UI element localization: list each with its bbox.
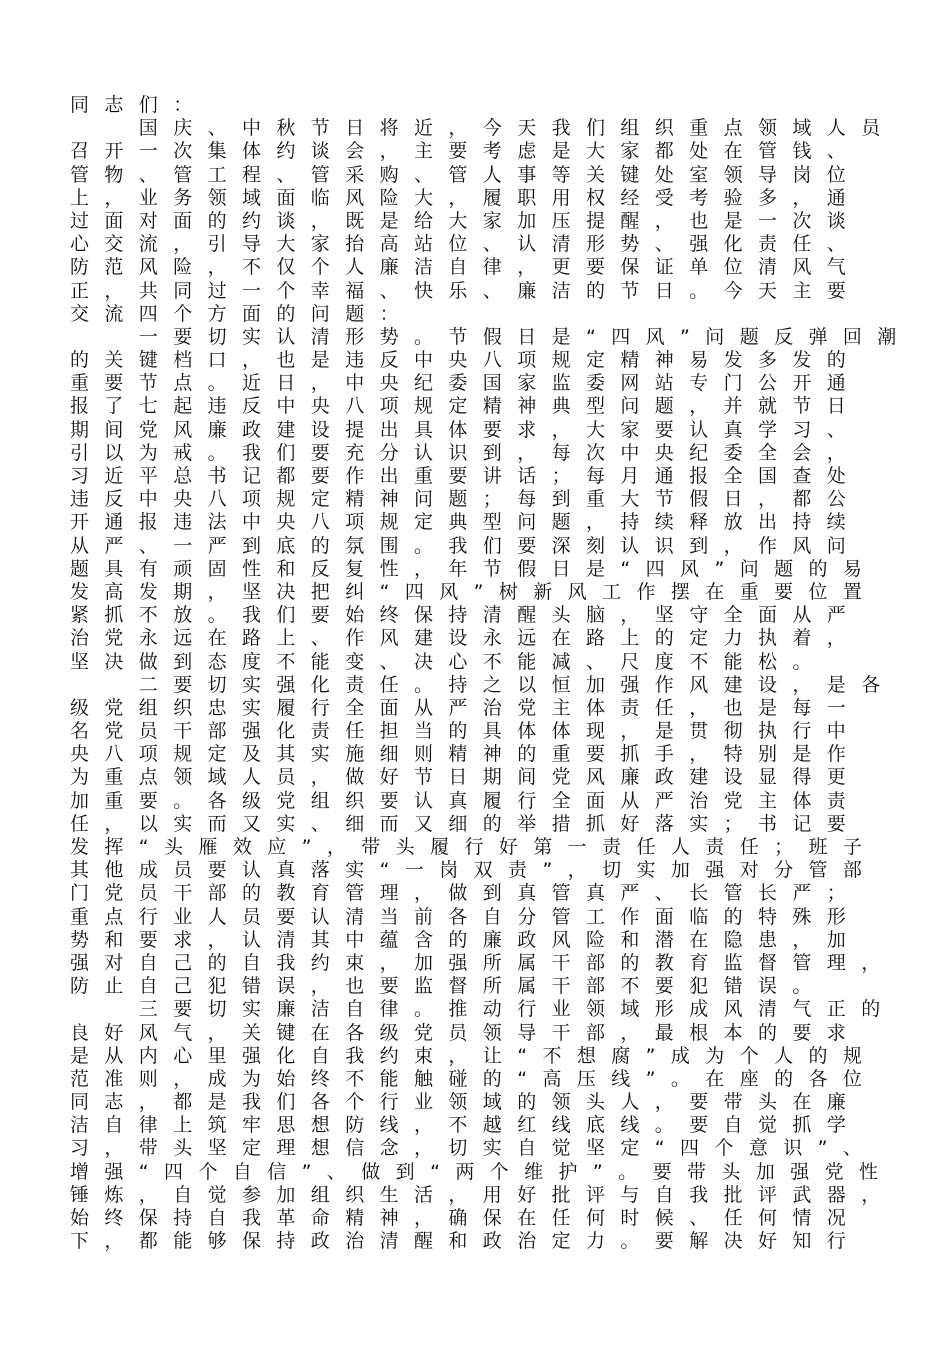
text-line: 召开一次集体约谈会，主要考虑是大家都处在管钱、 <box>70 140 862 163</box>
document-body <box>70 94 912 1253</box>
text-line: 其他成员要认真落实“一岗双责”，切实加强对分管部 <box>70 859 878 882</box>
text-line: 国庆、中秋节日将近，今天我们组织重点领域人员 <box>70 117 896 140</box>
text-line: 重要节点。近日，中央纪委国家监委网站专门公开通 <box>70 372 862 395</box>
text-line: 强对自己的自我约束，加强所属干部的教育监督管理， <box>70 951 896 974</box>
text-line: 级党组织忠实履行全面从严治党主体责任，也是每一 <box>70 696 862 719</box>
text-line: 从严、一严到底的氛围。我们要深刻认识到，作风问 <box>70 534 862 557</box>
section-heading-line: 三要切实廉洁自律。推动行业领域形成风清气正的 <box>70 998 896 1021</box>
salutation: 同志们： <box>70 94 208 116</box>
text-line: 下，都能够保持政治清醒和政治定力。要解决好知行 <box>70 1230 862 1253</box>
text-line: 引以为戒。我们要充分认识到，每次中央纪委全会， <box>70 441 862 464</box>
text-line: 正，共同过一个幸福、快乐、廉洁的节日。今天主要 <box>70 279 862 302</box>
text-line: 习，带头坚定理想信念，切实自觉坚定“四个意识”、 <box>70 1137 878 1160</box>
text-line: 势和要求，认清其中蕴含的廉政风险和潜在隐患，加 <box>70 928 862 951</box>
text-line: 门党员干部的教育管理，做到真管真严、长管长严； <box>70 882 862 905</box>
text-line: 治党永远在路上、作风建设永远在路上的定力执着， <box>70 627 862 650</box>
text-line: 发挥“头雁效应”，带头履行好第一责任人责任；班子 <box>70 836 878 858</box>
text-line: 上，业务领域面临风险大，履职用权经受考验多，通 <box>70 186 862 209</box>
text-line: 习近平总书记都要作出重要讲话；每月通报全国查处 <box>70 465 862 487</box>
text-line: 同志，都是我们各个行业领域的领头人，要带头在廉 <box>70 1091 862 1114</box>
text-line: 重点行业人员要认清当前各自分管工作面临的特殊形 <box>70 905 862 928</box>
text-line: 紧抓不放。我们要始终保持清醒头脑，坚守全面从严 <box>70 604 862 627</box>
text-line: 良好风气，关键在各级党员领导干部，最根本的要求 <box>70 1021 862 1044</box>
text-line: 题具有顽固性和反复性，年节假日是“四风”问题的易 <box>70 557 878 580</box>
text-line: 始终保持自我革命精神，确保在任何时候、任何情况 <box>70 1207 862 1229</box>
text-line: 交流四个方面的问题： <box>70 302 415 325</box>
text-line: 开通报违法中央八项规定典型问题，持续释放出持续 <box>70 511 862 534</box>
text-line: 任，以实而又实、细而又细的举措抓好落实；书记要 <box>70 812 862 835</box>
text-line: 报了七起违反中央八项规定精神典型问题，并就节日 <box>70 395 862 418</box>
text-line: 坚决做到态度不能变、决心不能减、尺度不能松。 <box>70 650 827 673</box>
text-line: 是从内心里强化自我约束，让“不想腐”成为个人的规 <box>70 1044 878 1067</box>
text-line: 防范风险，不仅个人廉洁自律，更要保证单位清风气 <box>70 256 862 279</box>
text-line: 违反中央八项规定精神问题；每到重大节假日，都公 <box>70 488 862 511</box>
text-line: 发高发期，坚决把纠“四风”树新风工作摆在重要位置 <box>70 580 878 603</box>
text-line: 的关键档口，也是违反中央八项规定精神易发多发的 <box>70 349 862 372</box>
text-line: 管物、管工程、管采购、管人事等关键处室领导岗位 <box>70 163 862 186</box>
text-line: 心交流，引导大家抬高站位、认清形势、强化责任、 <box>70 233 862 256</box>
text-line: 为重点领域人员，做好节日期间党风廉政建设显得更 <box>70 766 862 789</box>
text-line: 锤炼，自觉参加组织生活，用好批评与自我批评武器， <box>70 1183 896 1206</box>
text-line: 洁自律上筑牢思想防线，不越红线底线。要自觉抓学 <box>70 1114 862 1137</box>
text-line: 防止自己犯错误，也要监督所属干部不要犯错误。 <box>70 975 827 998</box>
text-line: 期间党风廉政建设提出具体要求，大家要认真学习、 <box>70 418 862 441</box>
section-heading-line: 一要切实认清形势。节假日是“四风”问题反弹回潮 <box>70 325 912 348</box>
text-line: 范准则，成为始终不能触碰的“高压线”。在座的各位 <box>70 1067 878 1090</box>
section-heading-line: 二要切实强化责任。持之以恒加强作风建设，是各 <box>70 673 896 696</box>
text-line: 名党员干部强化责任担当的具体体现，是贯彻执行中 <box>70 720 862 743</box>
text-line: 增强“四个自信”、做到“两个维护”。要带头加强党性 <box>70 1160 894 1183</box>
text-line: 央八项规定及其实施细则精神的重要抓手，特别是作 <box>70 743 862 766</box>
text-line: 加重要。各级党组织要认真履行全面从严治党主体责 <box>70 789 862 812</box>
text-line: 过面对面的约谈，既是给大家加压提醒，也是一次谈 <box>70 209 862 232</box>
